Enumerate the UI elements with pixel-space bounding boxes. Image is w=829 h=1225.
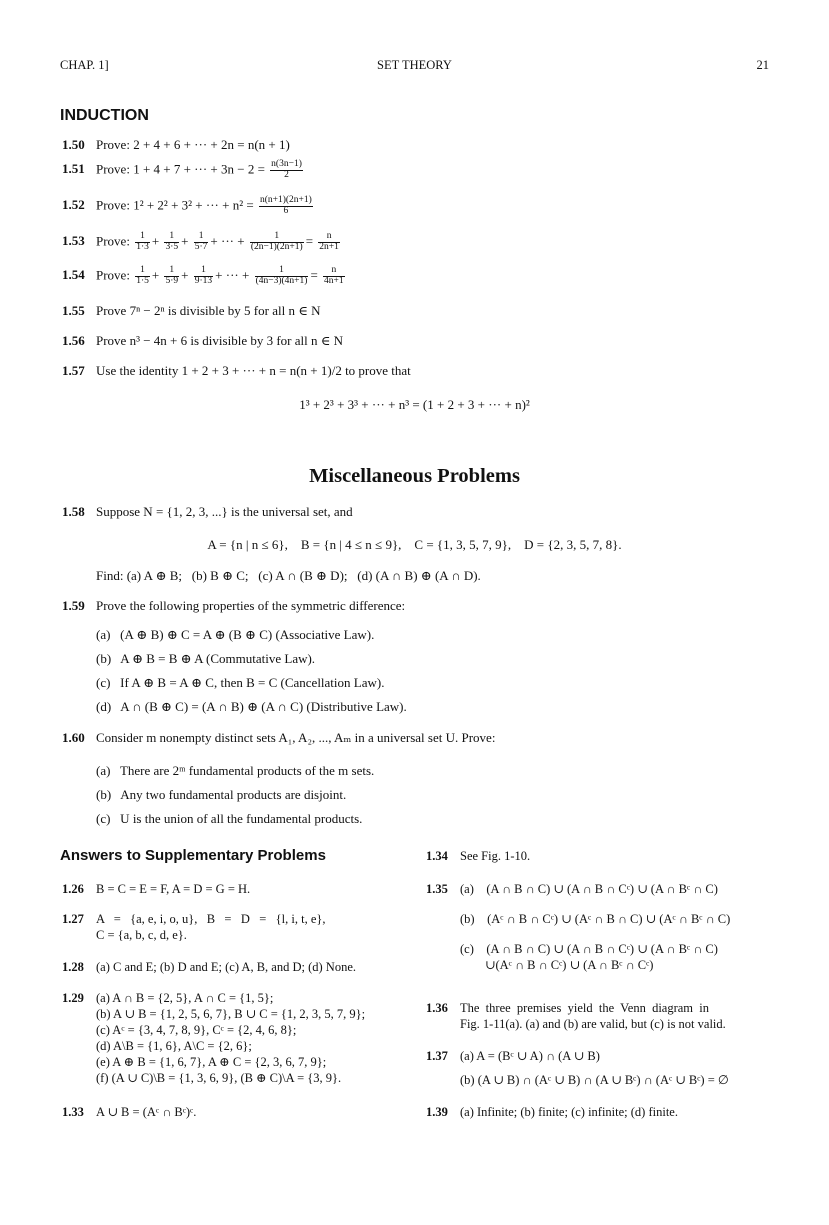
answers-heading: Answers to Supplementary Problems: [60, 847, 326, 864]
answer-1-26: 1.26 B = C = E = F, A = D = G = H.: [62, 882, 251, 896]
running-header: [60, 57, 769, 75]
problem-1-56: [62, 332, 343, 350]
problem-text: Consider m nonempty distinct sets A₁, A₂, ..., Aₘ in a universal set U. Prove:: [96, 730, 496, 745]
find-line: Find: (a) A ⊕ B; (b) B ⊕ C; (c) A ∩ (B ⊕ D); (d) (A ∩ B) ⊕ (A ∩ D).: [96, 568, 481, 583]
problem-1-53: 1.53 Prove: $\frac{1}{1\cdot 3}$ + $\frac{1}{3\cdot 5}$ + $\frac{1}{5\cdot 7}$ + ··· + $\frac{1}{(2n-1)(2n+1)}$ = $\frac{n}{2n+1}$: [62, 231, 339, 252]
problem-number: 1.51: [62, 161, 85, 177]
set-definitions: A = {n | n ≤ 6}, B = {n | 4 ≤ n ≤ 9}, C = {1, 3, 5, 7, 9}, D = {2, 3, 5, 7, 8}.: [207, 537, 622, 552]
answer-1-36: 1.36 The three premises yield the Venn diagram in Fig. 1-11(a). (a) and (b) are valid, but (c) is not valid.: [426, 1001, 726, 1031]
answer-1-34: 1.34 See Fig. 1-10.: [426, 849, 531, 863]
problem-text: Prove: 1 + 4 + 7 + ··· + 3n − 2 =: [96, 161, 265, 177]
problem-text: Use the identity 1 + 2 + 3 + ··· + n = n(n + 1)/2 to prove that: [96, 363, 411, 378]
list-item: (c) If A ⊕ B = A ⊕ C, then B = C (Cancellation Law).: [96, 675, 385, 690]
answer-1-37: 1.37 (a) A = (Bᶜ ∪ A) ∩ (A ∪ B) (b) (A ∪ B) ∩ (Aᶜ ∪ B) ∩ (A ∪ Bᶜ) ∩ (Aᶜ ∪ Bᶜ) = ∅: [426, 1049, 729, 1087]
induction-heading: INDUCTION: [60, 107, 149, 124]
problem-text: Prove 7ⁿ − 2ⁿ is divisible by 5 for all n ∈ N: [96, 303, 321, 318]
problem-text: Suppose N = {1, 2, 3, ...} is the universal set, and: [96, 504, 353, 519]
problem-1-54: 1.54 Prove: $\frac{1}{1\cdot 5}$ + $\frac{1}{5\cdot 9}$ + $\frac{1}{9\cdot 13}$ + ··· + $\frac{1}{(4n-3)(4n+1)}$ = $\frac{n}{4n+1}$: [62, 265, 344, 286]
misc-heading: Miscellaneous Problems: [309, 465, 520, 487]
list-item: (b) A ⊕ B = B ⊕ A (Commutative Law).: [96, 651, 316, 666]
answer-1-28: 1.28 (a) C and E; (b) D and E; (c) A, B, and D; (d) None.: [62, 960, 356, 974]
problem-number: 1.54: [62, 267, 85, 283]
problem-number: 1.58: [62, 504, 85, 519]
problem-text: Prove the following properties of the symmetric difference:: [96, 598, 406, 613]
answer-1-33: 1.33 A ∪ B = (Aᶜ ∩ Bᶜ)ᶜ.: [62, 1105, 197, 1119]
running-title: SET THEORY: [377, 58, 452, 72]
chapter-label: CHAP. 1]: [60, 58, 109, 72]
problem-text: Prove:: [96, 233, 130, 249]
page-number: 21: [756, 58, 769, 72]
problem-number: 1.53: [62, 233, 85, 249]
list-item: (d) A ∩ (B ⊕ C) = (A ∩ B) ⊕ (A ∩ C) (Distributive Law).: [96, 699, 407, 714]
problem-text: Prove n³ − 4n + 6 is divisible by 3 for all n ∈ N: [96, 333, 343, 348]
problem-text: Prove:: [96, 267, 130, 283]
answer-1-39: 1.39 (a) Infinite; (b) finite; (c) infinite; (d) finite.: [426, 1105, 678, 1119]
problem-1-50: [62, 136, 290, 154]
answer-1-35: 1.35 (a) (A ∩ B ∩ C) ∪ (A ∩ B ∩ Cᶜ) ∪ (A ∩ Bᶜ ∩ C) (b) (Aᶜ ∩ B ∩ Cᶜ) ∪ (Aᶜ ∩ B ∩ C) ∪ (Aᶜ ∩ Bᶜ ∩ C) (c) (A ∩ B ∩ C) ∪ (A ∩ B ∩ Cᶜ) ∪ (A ∩ Bᶜ ∩ C) ∪(Aᶜ ∩ B ∩ Cᶜ) ∪ (A ∩ Bᶜ ∩ Cᶜ): [426, 882, 731, 972]
problem-1-52: [62, 196, 315, 217]
problem-number: 1.57: [62, 363, 85, 378]
problem-1-58: [62, 503, 353, 521]
problem-number: 1.60: [62, 730, 85, 745]
problem-number: 1.56: [62, 333, 85, 348]
problem-1-60: [62, 729, 495, 747]
problem-number: 1.50: [62, 137, 85, 152]
problem-1-55: [62, 302, 320, 320]
problem-number: 1.59: [62, 598, 85, 613]
list-item: (a) (A ⊕ B) ⊕ C = A ⊕ (B ⊕ C) (Associative Law).: [96, 627, 375, 642]
problem-text: Prove: 2 + 4 + 6 + ··· + 2n = n(n + 1): [96, 137, 290, 152]
list-item: (b) Any two fundamental products are disjoint.: [96, 787, 347, 802]
fraction: $\frac{n(3n-1)}{2}$: [271, 159, 302, 180]
answer-1-27: 1.27 A = {a, e, i, o, u}, B = D = {l, i, t, e}, C = {a, b, c, d, e}.: [62, 912, 326, 942]
fraction: $\frac{n(n+1)(2n+1)}{6}$: [259, 195, 312, 216]
problem-text: Prove: 1² + 2² + 3² + ··· + n² =: [96, 197, 254, 213]
problem-number: 1.55: [62, 303, 85, 318]
problem-1-57: [62, 362, 411, 380]
problem-number: 1.52: [62, 197, 85, 213]
answer-1-29: 1.29 (a) A ∩ B = {2, 5}, A ∩ C = {1, 5}; (b) A ∪ B = {1, 2, 5, 6, 7}, B ∪ C = {1, 2, 3, 5, 7, 9}; (c) Aᶜ = {3, 4, 7, 8, 9}, Cᶜ = {2, 4, 6, 8}; (d) A\B = {1, 6}, A\C = {2, 6}; (e) A ⊕ B = {1, 6, 7}, A ⊕ C = {2, 3, 6, 7, 9}; (f) (A ∪ C)\B = {1, 3, 6, 9}, (B ⊕ C)\A = {3, 9}.: [62, 991, 366, 1085]
display-equation: 1³ + 2³ + 3³ + ··· + n³ = (1 + 2 + 3 + ··· + n)²: [299, 397, 530, 412]
problem-1-51: [62, 160, 305, 181]
list-item: (a) There are 2ᵐ fundamental products of the m sets.: [96, 763, 375, 778]
list-item: (c) U is the union of all the fundamental products.: [96, 811, 363, 826]
problem-1-59: [62, 597, 405, 615]
